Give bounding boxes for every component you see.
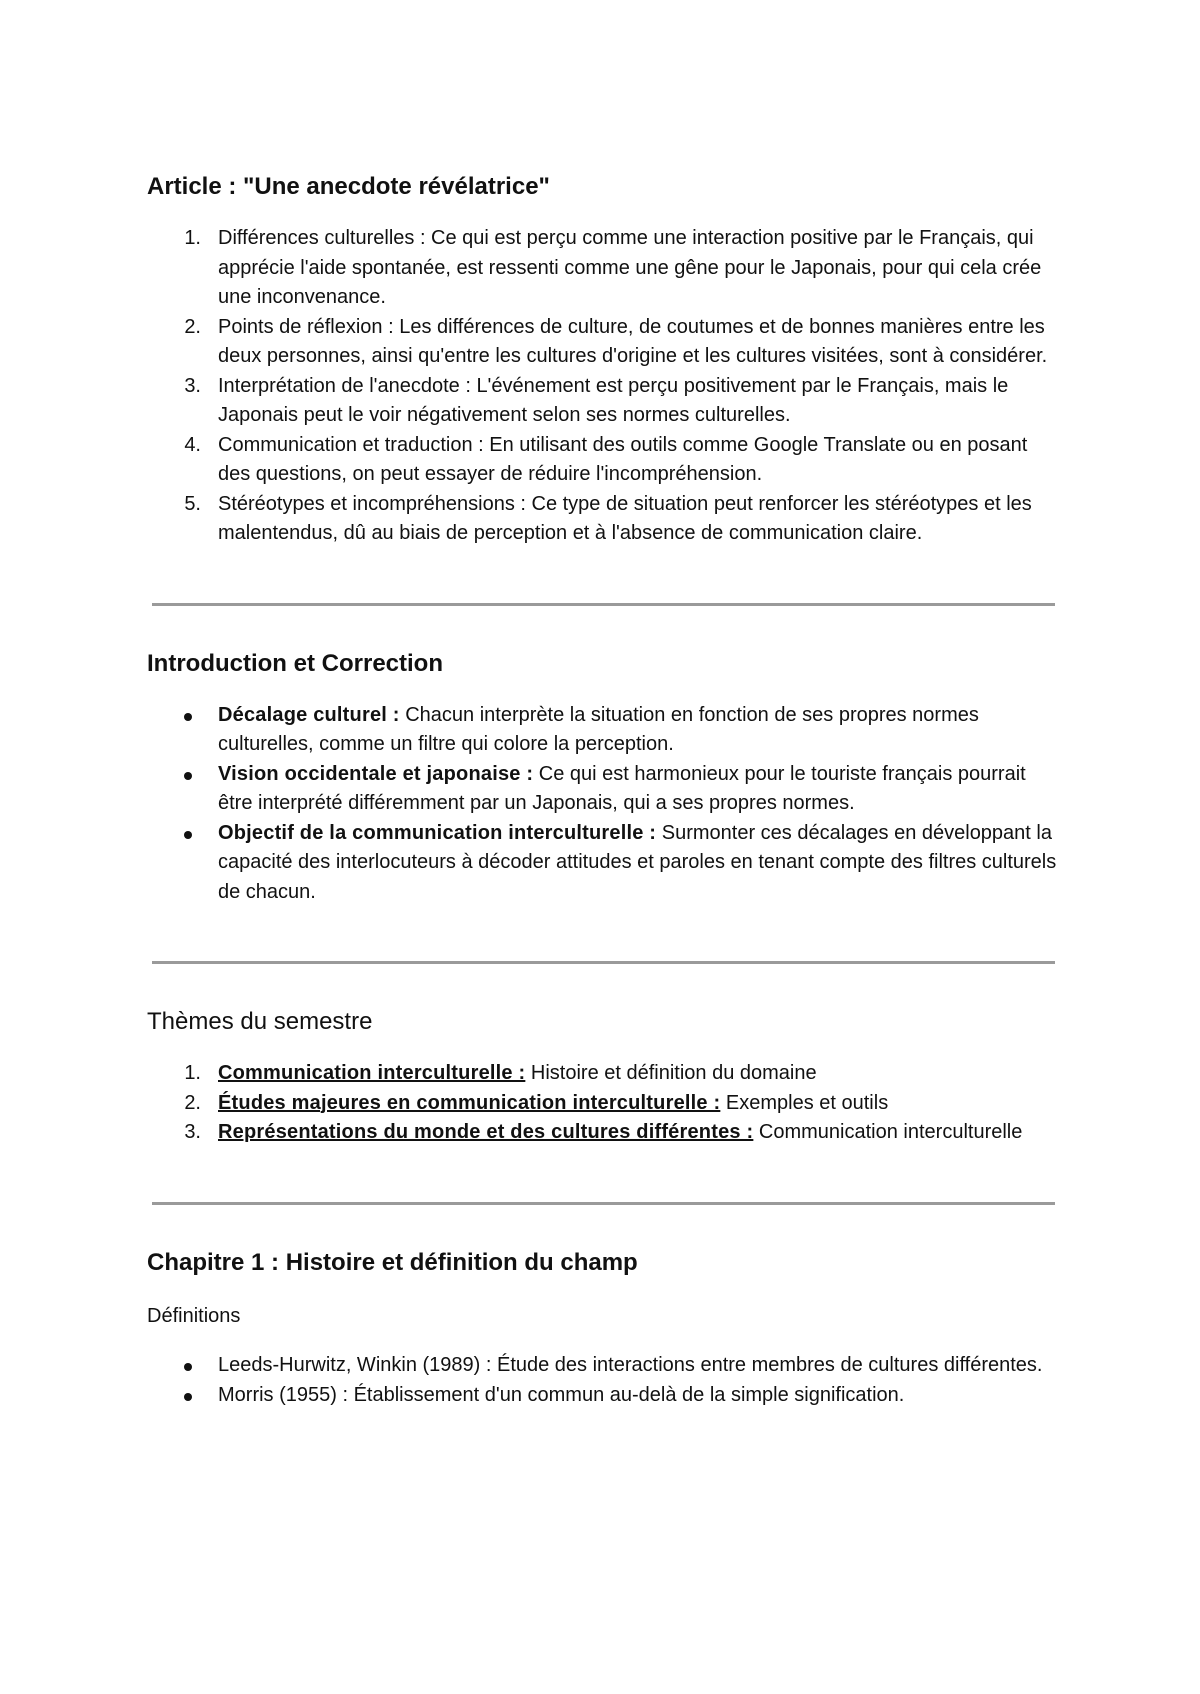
bullet-icon	[184, 772, 192, 780]
list-number: 5.	[184, 492, 201, 515]
item-label: Représentations du monde et des cultures différentes :	[218, 1121, 754, 1143]
item-label: Objectif de la communication interculturelle :	[218, 821, 657, 844]
list-item-text: Points de réflexion : Les différences de culture, de coutumes et de bonnes manières entre les deux personnes, ainsi qu'entre les cultures d'origine et les cultures visitées, sont à considérer.	[218, 315, 1048, 367]
list-item	[147, 1118, 1060, 1148]
definitions-bullet-list	[147, 1351, 1060, 1410]
section-title-article: Article : "Une anecdote révélatrice"	[147, 173, 550, 200]
section-title-introduction: Introduction et Correction	[147, 649, 443, 677]
list-item	[147, 1381, 1060, 1411]
item-text: Ce qui est harmonieux pour le touriste français pourrait être interprété différemment par un Japonais, qui a ses propres normes.	[218, 762, 1026, 814]
list-number: 4.	[184, 433, 201, 456]
list-item	[147, 224, 1060, 313]
item-text: Chacun interprète la situation en fonction de ses propres normes culturelles, comme un filtre qui colore la perception.	[218, 703, 979, 755]
list-item	[147, 1351, 1060, 1381]
item-text: Exemples et outils	[720, 1091, 889, 1114]
list-item	[147, 701, 1060, 760]
introduction-bullet-list	[147, 701, 1060, 908]
horizontal-divider	[152, 603, 1055, 606]
list-item	[147, 431, 1060, 490]
bullet-icon	[184, 713, 192, 721]
item-text: Histoire et définition du domaine	[525, 1062, 817, 1084]
item-text: Surmonter ces décalages en développant la capacité des interlocuteurs à décoder attitudes et paroles en tenant compte des filtres culturels de chacun.	[218, 821, 1057, 903]
list-number: 1.	[184, 1062, 201, 1084]
section-title-themes: Thèmes du semestre	[147, 1008, 373, 1035]
horizontal-divider	[152, 1202, 1055, 1205]
list-item-text: Différences culturelles : Ce qui est perçu comme une interaction positive par le Français, qui apprécie l'aide spontanée, est ressenti comme une gêne pour le Japonais, pour qui cela crée une inconvenance.	[218, 227, 1042, 308]
list-item	[147, 1059, 1060, 1089]
list-item-text: Morris (1955) : Établissement d'un commun au-delà de la simple signification.	[218, 1383, 905, 1406]
list-item	[147, 372, 1060, 431]
item-label: Études majeures en communication interculturelle :	[218, 1091, 721, 1114]
list-item	[147, 490, 1060, 549]
list-item-text: Communication et traduction : En utilisant des outils comme Google Translate ou en posant des questions, on peut essayer de réduire l'incompréhension.	[218, 433, 1028, 485]
subsection-label: Définitions	[147, 1304, 241, 1327]
bullet-icon	[184, 1363, 192, 1371]
item-label: Communication interculturelle :	[218, 1062, 526, 1084]
list-item	[147, 1089, 1060, 1119]
list-number: 2.	[184, 1091, 201, 1114]
item-text: Communication interculturelle	[753, 1121, 1023, 1143]
list-item-text: Stéréotypes et incompréhensions : Ce type de situation peut renforcer les stéréotypes et les malentendus, dû au biais de perception et à l'absence de communication claire.	[218, 492, 1032, 544]
item-label: Vision occidentale et japonaise :	[218, 762, 534, 785]
list-item	[147, 313, 1060, 372]
article-numbered-list	[147, 224, 1060, 549]
item-label: Décalage culturel :	[218, 703, 400, 726]
section-title-chapter: Chapitre 1 : Histoire et définition du champ	[147, 1248, 638, 1276]
list-number: 1.	[184, 227, 201, 249]
list-number: 3.	[184, 1121, 201, 1143]
list-item	[147, 819, 1060, 908]
list-item-text: Interprétation de l'anecdote : L'événement est perçu positivement par le Français, mais le Japonais peut le voir négativement selon ses normes culturelles.	[218, 374, 1009, 426]
bullet-icon	[184, 831, 192, 839]
list-number: 2.	[184, 315, 201, 338]
list-item	[147, 760, 1060, 819]
list-number: 3.	[184, 374, 201, 397]
horizontal-divider	[152, 961, 1055, 964]
themes-numbered-list	[147, 1059, 1060, 1148]
bullet-icon	[184, 1393, 192, 1401]
list-item-text: Leeds-Hurwitz, Winkin (1989) : Étude des interactions entre membres de cultures différentes.	[218, 1354, 1043, 1376]
